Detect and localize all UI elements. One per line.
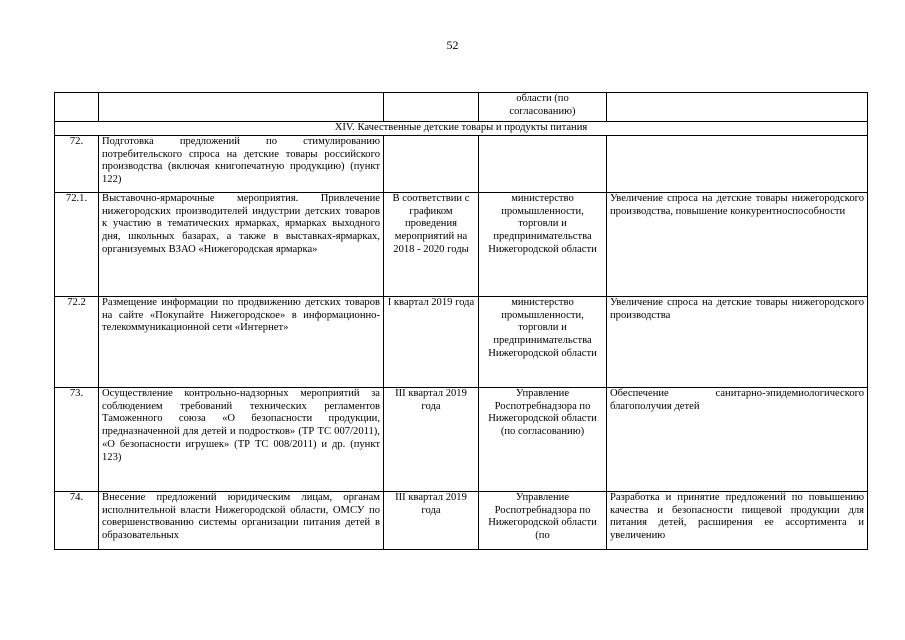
cell-term: В соответствии с графиком проведения мероприятий на 2018 - 2020 годы <box>384 193 479 297</box>
cell-num: 72. <box>55 136 99 193</box>
cell-num: 73. <box>55 388 99 492</box>
cell-executor: Управление Роспотребнадзора по Нижегородской области (по согласованию) <box>479 388 607 492</box>
cell-num-text: 74. <box>69 492 84 503</box>
cell-result: Обеспечение санитарно-эпидемиологического благополучия детей <box>607 388 868 492</box>
table-row <box>55 297 868 388</box>
cell-executor-text: Управление Роспотребнадзора по Нижегородской области (по <box>488 492 597 542</box>
cell-term <box>384 136 479 193</box>
cell-term: III квартал 2019 года <box>384 388 479 492</box>
cell-action <box>99 492 384 550</box>
table-row <box>55 136 868 193</box>
cell-executor <box>479 492 607 550</box>
cell-num: 72.2 <box>55 297 99 388</box>
cell-term <box>384 93 479 122</box>
cell-executor: министерство промышленности, торговли и предпринимательства Нижегородской области <box>479 193 607 297</box>
cell-result: Увеличение спроса на детские товары нижегородского производства, повышение конкурентноспособности <box>607 193 868 297</box>
cell-term <box>384 492 479 550</box>
section-title: XIV. Качественные детские товары и продукты питания <box>55 122 868 136</box>
cell-result: Увеличение спроса на детские товары нижегородского производства <box>607 297 868 388</box>
section-row <box>55 122 868 136</box>
cell-action-text: Внесение предложений юридическим лицам, органам исполнительной власти Нижегородской области, ОМСУ по совершенствованию системы организации питания детей в образовательных <box>102 492 380 542</box>
cell-num <box>55 93 99 122</box>
cell-executor: министерство промышленности, торговли и предпринимательства Нижегородской области <box>479 297 607 388</box>
page-number: 52 <box>446 38 459 52</box>
table-row <box>55 193 868 297</box>
cell-term-text: III квартал 2019 года <box>395 492 467 516</box>
cell-term: I квартал 2019 года <box>384 297 479 388</box>
cell-num <box>55 492 99 550</box>
cell-action <box>99 93 384 122</box>
cell-result-text: Разработка и принятие предложений по повышению качества и безопасности пищевой продукции для питания детей, расширения ее ассортимента и увеличению <box>610 492 864 542</box>
cell-num: 72.1. <box>55 193 99 297</box>
measures-table <box>54 92 868 550</box>
cell-action: Подготовка предложений по стимулированию потребительского спроса на детские товары российского производства (включая книгопечатную продукцию) (пункт 122) <box>99 136 384 193</box>
cell-result <box>607 136 868 193</box>
table-row <box>55 388 868 492</box>
cell-executor: области (по согласованию) <box>479 93 607 122</box>
cell-action: Размещение информации по продвижению детских товаров на сайте «Покупайте Нижегородское» в информационно-телекоммуникационной сети «Интернет» <box>99 297 384 388</box>
cell-action: Выставочно-ярмарочные мероприятия. Привлечение нижегородских производителей индустрии детских товаров к участию в тематических ярмарках, ярмарках выходного дня, школьных базарах, а также в выставках-ярмарках, организуемых ВЗАО «Нижегородская ярмарка» <box>99 193 384 297</box>
cell-result <box>607 492 868 550</box>
cell-result <box>607 93 868 122</box>
table-row <box>55 492 868 550</box>
table-row <box>55 93 868 122</box>
cell-executor <box>479 136 607 193</box>
cell-action: Осуществление контрольно-надзорных мероприятий за соблюдением требований технических регламентов Таможенного союза «О безопасности продукции, предназначенной для детей и подростков» (ТР ТС 007/2011), «О безопасности игрушек» (ТР ТС 008/2011) и др. (пункт 123) <box>99 388 384 492</box>
